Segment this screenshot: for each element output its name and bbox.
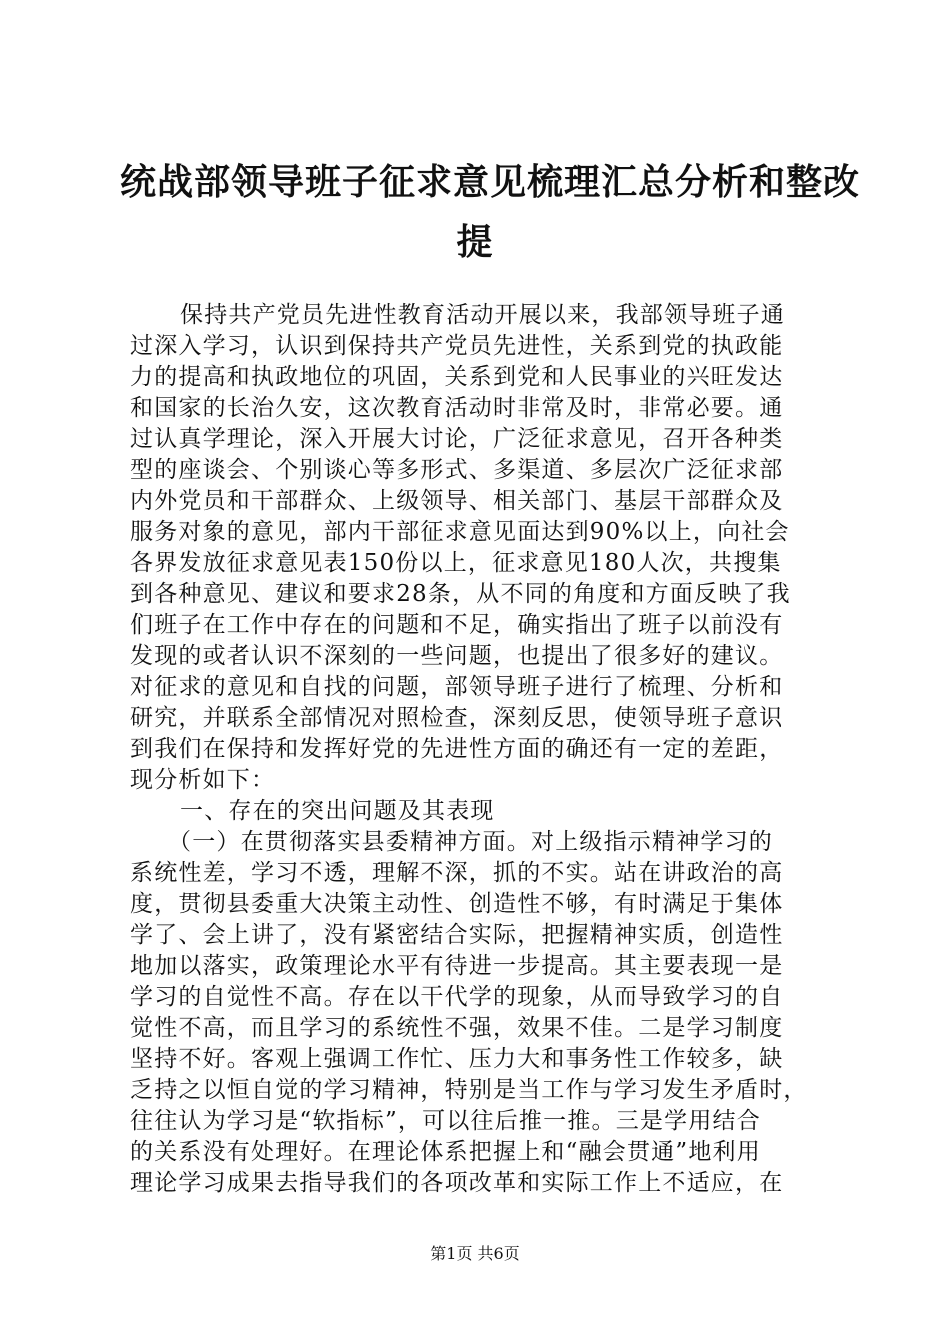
body-line: 发现的或者认识不深刻的一些问题，也提出了很多好的建议。 <box>130 643 784 669</box>
body-line: 理论学习成果去指导我们的各项改革和实际工作上不适应，在 <box>130 1170 784 1196</box>
body-line: 服务对象的意见，部内干部征求意见面达到90%以上，向社会 <box>130 519 790 545</box>
body-line: 乏持之以恒自觉的学习精神，特别是当工作与学习发生矛盾时， <box>130 1077 808 1103</box>
document-title-line-1: 统战部领导班子征求意见梳理汇总分析和整改 <box>120 161 861 203</box>
section-heading: 一、存在的突出问题及其表现 <box>180 798 495 824</box>
document-body <box>130 300 830 1199</box>
page-footer: 第1页 共6页 <box>430 1244 520 1263</box>
body-line: 坚持不好。客观上强调工作忙、压力大和事务性工作较多，缺 <box>130 1046 784 1072</box>
body-line: 地加以落实，政策理论水平有待进一步提高。其主要表现一是 <box>130 953 784 979</box>
subsection-line: （一）在贯彻落实县委精神方面。对上级指示精神学习的 <box>168 829 773 855</box>
document-title-line-2: 提 <box>456 221 494 263</box>
body-line: 各界发放征求意见表150份以上，征求意见180人次，共搜集 <box>130 550 782 576</box>
body-line: 对征求的意见和自找的问题，部领导班子进行了梳理、分析和 <box>130 674 784 700</box>
body-line: 现分析如下： <box>130 767 276 793</box>
body-line: 力的提高和执政地位的巩固，关系到党和人民事业的兴旺发达 <box>130 364 784 390</box>
body-line: 系统性差，学习不透，理解不深，抓的不实。站在讲政治的高 <box>130 860 784 886</box>
body-line: 学习的自觉性不高。存在以干代学的现象，从而导致学习的自 <box>130 984 784 1010</box>
body-line: 到我们在保持和发挥好党的先进性方面的确还有一定的差距， <box>130 736 784 762</box>
body-line: 内外党员和干部群众、上级领导、相关部门、基层干部群众及 <box>130 488 784 514</box>
body-line: 保持共产党员先进性教育活动开展以来，我部领导班子通 <box>180 302 785 328</box>
body-line: 型的座谈会、个别谈心等多形式、多渠道、多层次广泛征求部 <box>130 457 784 483</box>
body-line: 往往认为学习是“软指标”，可以往后推一推。三是学用结合 <box>130 1108 761 1134</box>
body-line: 研究，并联系全部情况对照检查，深刻反思，使领导班子意识 <box>130 705 784 731</box>
body-line: 们班子在工作中存在的问题和不足，确实指出了班子以前没有 <box>130 612 784 638</box>
body-line: 过深入学习，认识到保持共产党员先进性，关系到党的执政能 <box>130 333 784 359</box>
body-line: 度，贯彻县委重大决策主动性、创造性不够，有时满足于集体 <box>130 891 784 917</box>
body-line: 学了、会上讲了，没有紧密结合实际，把握精神实质，创造性 <box>130 922 784 948</box>
body-line: 觉性不高，而且学习的系统性不强，效果不佳。二是学习制度 <box>130 1015 784 1041</box>
body-line: 和国家的长治久安，这次教育活动时非常及时，非常必要。通 <box>130 395 784 421</box>
body-line: 的关系没有处理好。在理论体系把握上和“融会贯通”地利用 <box>130 1139 761 1165</box>
body-line: 过认真学理论，深入开展大讨论，广泛征求意见，召开各种类 <box>130 426 784 452</box>
body-line: 到各种意见、建议和要求28条，从不同的角度和方面反映了我 <box>130 581 791 607</box>
